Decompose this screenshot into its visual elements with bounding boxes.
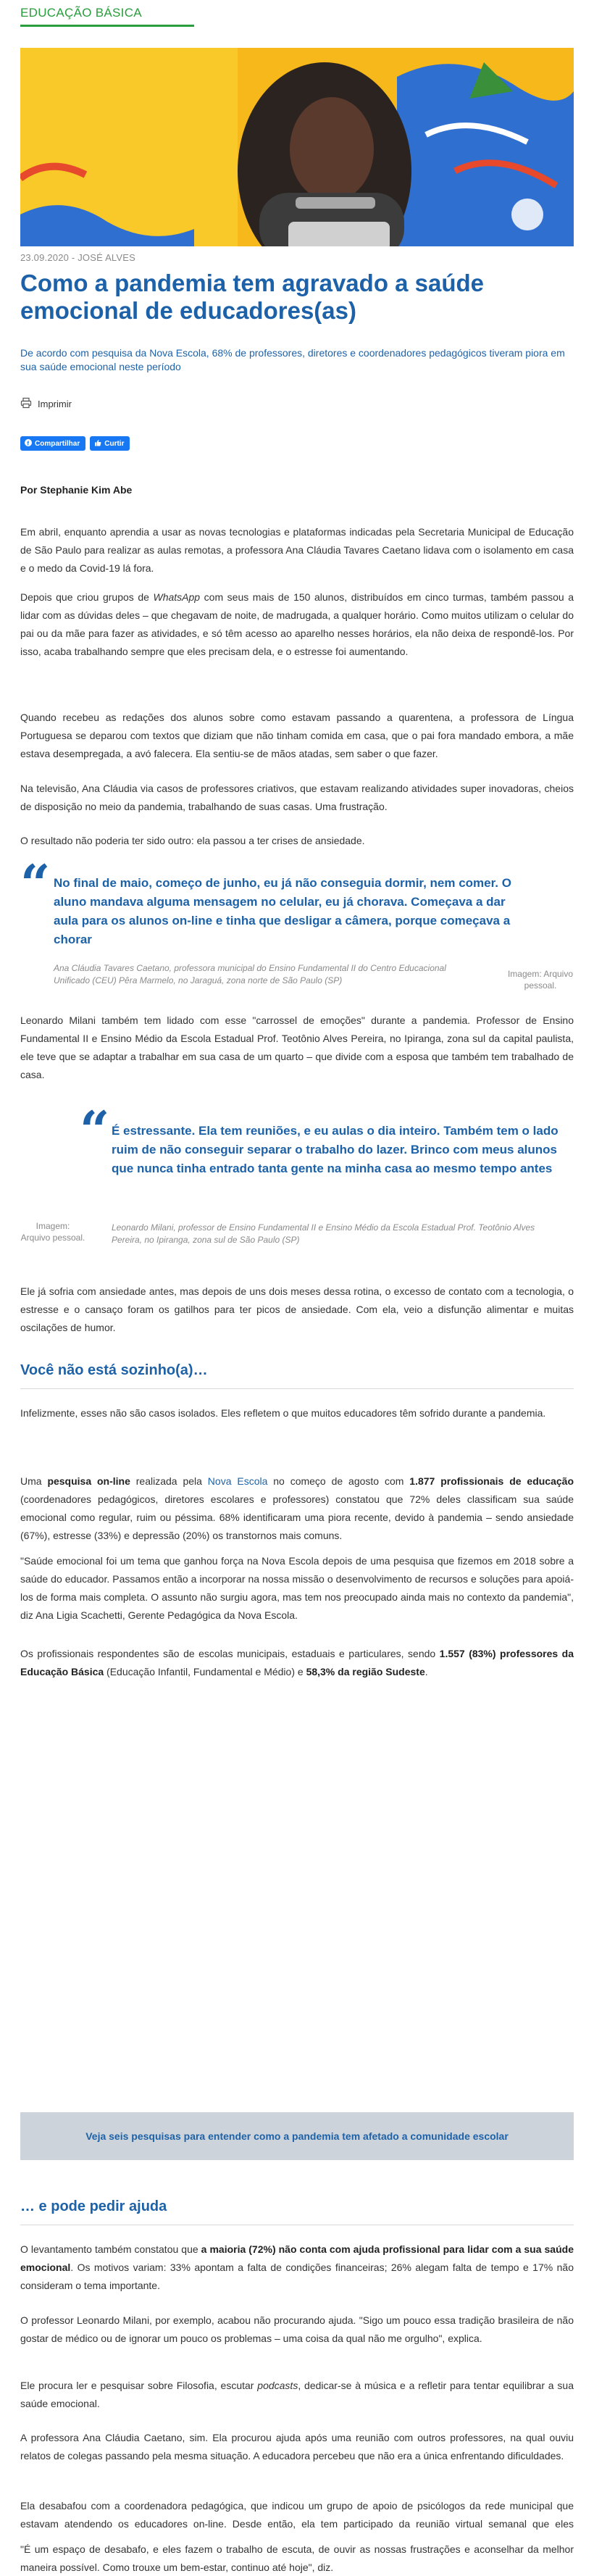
share-label: Compartilhar bbox=[35, 439, 80, 448]
social-buttons bbox=[20, 436, 130, 451]
facebook-like-button[interactable] bbox=[90, 436, 130, 451]
paragraph: Os profissionais respondentes são de escolas municipais, estaduais e particulares, sendo 1.557 (83%) professores da Educação Básica (Educação Infantil, Fundamental e Médio) e 58,3% da região Sudeste. bbox=[20, 1648, 574, 1677]
paragraph: Depois que criou grupos de WhatsApp com seus mais de 150 alunos, distribuídos em cinco turmas, também passou a lidar com as dúvidas deles – que chegavam de noite, de madrugada, a qualquer horário. Como muitos utilizam o celular do pai ou da mãe para fazer as atividades, e só têm acesso ao aparelho nesses horários, ela não deixa de respondê-los. Por isso, acaba trabalhando sempre que eles precisam dela, e o estresse foi aumentando. bbox=[20, 591, 574, 657]
article-author: Por Stephanie Kim Abe bbox=[20, 484, 133, 496]
paragraph: Na televisão, Ana Cláudia via casos de professores criativos, que estavam realizando atividades super inovadoras, cheios de disposição no meio da pandemia, trabalhando de suas casas. Uma frustração. bbox=[20, 783, 574, 812]
hero-image bbox=[20, 48, 574, 246]
thumbs-up-icon bbox=[94, 439, 101, 449]
nova-escola-link[interactable]: Nova Escola bbox=[207, 1475, 268, 1487]
divider bbox=[20, 1388, 574, 1389]
facebook-icon bbox=[25, 439, 32, 449]
paragraph: "É um espaço de desabafo, e eles fazem o trabalho de escuta, de ouvir as nossas frustrações e aconselhar da melhor maneira possível. Como trouxe um bem-estar, continuo até hoje", diz. bbox=[20, 2543, 574, 2573]
paragraph: Quando recebeu as redações dos alunos sobre como estavam passando a quarentena, a professora de Língua Portuguesa se deparou com textos que diziam que não tinham comida em casa, que o pai fora mandado embora, a mãe estava desempregada, a avó falecera. Ela sentiu-se de mãos atadas, sem saber o que fazer. bbox=[20, 712, 574, 759]
print-label: Imprimir bbox=[38, 399, 72, 409]
paragraph: Ela desabafou com a coordenadora pedagógica, que indicou um grupo de apoio de psicólogos da rede municipal que estavam atendendo os educadores on-line. Desde então, ela tem participado da reunião virtual semanal que eles bbox=[20, 2500, 574, 2530]
pull-quote: É estressante. Ela tem reuniões, e eu aulas o dia inteiro. Também tem o lado ruim de não conseguir separar o trabalho do lazer. Brinco com meus alunos que nunca tinha entrado tanta gente na minha casa ao mesmo tempo antes bbox=[112, 1124, 559, 1175]
article-meta: 23.09.2020 - JOSÉ ALVES bbox=[20, 252, 136, 263]
quote-mark-icon: “ bbox=[80, 1099, 110, 1161]
printer-icon bbox=[20, 397, 32, 411]
article-title: Como a pandemia tem agravado a saúde emocional de educadores(as) bbox=[20, 270, 485, 324]
like-label: Curtir bbox=[104, 439, 125, 448]
print-button[interactable] bbox=[20, 397, 72, 411]
image-credit: Imagem: Arquivo pessoal. bbox=[20, 1221, 85, 1243]
paragraph: O levantamento também constatou que a maioria (72%) não conta com ajuda profissional para lidar com a sua saúde emocional. Os motivos variam: 33% apontam a falta de condições financeiras; 26% alegam falta de tempo e 17% não consideram o tema importante. bbox=[20, 2243, 574, 2291]
facebook-share-button[interactable] bbox=[20, 436, 85, 451]
paragraph: Leonardo Milani também tem lidado com esse "carrossel de emoções" durante a pandemia. Professor de Ensino Fundamental II e Ensino Médio da Escola Estadual Prof. Teotônio Alves Pereira, no Ipiranga, zona sul da capital paulista, ele teve que se adaptar a trabalhar em sua casa de um quarto – que divide com a esposa que também tem trabalhado de casa. bbox=[20, 1014, 574, 1080]
section-heading: … e pode pedir ajuda bbox=[20, 2198, 167, 2214]
paragraph: Ele já sofria com ansiedade antes, mas depois de uns dois meses dessa rotina, o excesso de contato com a tecnologia, o estresse e o cansaço foram os gatilhos para ter picos de ansiedade. Com ela, veio a disfunção alimentar e muitas oscilações de humor. bbox=[20, 1285, 574, 1333]
section-label-text[interactable]: EDUCAÇÃO BÁSICA bbox=[20, 6, 142, 20]
paragraph: O resultado não poderia ter sido outro: ela passou a ter crises de ansiedade. bbox=[20, 835, 365, 846]
quote-caption: Ana Cláudia Tavares Caetano, professora municipal do Ensino Fundamental II do Centro Educacional Unificado (CEU) Pêra Marmelo, no Jaraguá, zona norte de São Paulo (SP) bbox=[54, 963, 446, 985]
paragraph: "Saúde emocional foi um tema que ganhou força na Nova Escola depois de uma pesquisa que fizemos em 2018 sobre a saúde do educador. Passamos então a incorporar na nossa missão o desenvolvimento de recursos e soluções para apoiá-los de forma mais completa. O assunto não surgiu agora, mas tem nos preocupado ainda mais no contexto da pandemia", diz Ana Ligia Scachetti, Gerente Pedagógica da Nova Escola. bbox=[20, 1555, 574, 1621]
related-research-banner[interactable]: Veja seis pesquisas para entender como a pandemia tem afetado a comunidade escolar bbox=[20, 2112, 574, 2160]
section-label[interactable] bbox=[20, 6, 194, 27]
paragraph: Infelizmente, esses não são casos isolados. Eles refletem o que muitos educadores têm sofrido durante a pandemia. bbox=[20, 1407, 546, 1419]
quote-caption: Leonardo Milani, professor de Ensino Fundamental II e Ensino Médio da Escola Estadual Prof. Teotônio Alves Pereira, no Ipiranga, zona sul de São Paulo (SP) bbox=[112, 1222, 535, 1245]
svg-text:f: f bbox=[27, 440, 30, 446]
paragraph: Em abril, enquanto aprendia a usar as novas tecnologias e plataformas indicadas pela Secretaria Municipal de Educação de São Paulo para realizar as aulas remotas, a professora Ana Cláudia Tavares Caetano lidava com o isolamento em casa e o medo da Covid-19 lá fora. bbox=[20, 526, 574, 574]
paragraph: Uma pesquisa on-line realizada pela Nova Escola no começo de agosto com 1.877 profissionais de educação (coordenadores pedagógicos, diretores escolares e professores) constatou que 72% deles classificam sua saúde emocional como regular, ruim ou péssima. 68% identificaram uma piora recente, devido à pandemia – sendo ansiedade (67%), estresse (33%) e depressão (20%) os transtornos mais comuns. bbox=[20, 1475, 574, 1541]
pull-quote: No final de maio, começo de junho, eu já não conseguia dormir, nem comer. O aluno mandava alguma mensagem no celular, eu já chorava. Começava a dar aula para os alunos on-line e tinha que desligar a câmera, porque começava a chorar bbox=[54, 876, 511, 946]
section-heading: Você não está sozinho(a)… bbox=[20, 1362, 208, 1378]
hero-illustration bbox=[20, 48, 574, 246]
paragraph: Ele procura ler e pesquisar sobre Filosofia, escutar podcasts, dedicar-se à música e a refletir para tentar equilibrar a sua saúde emocional. bbox=[20, 2380, 574, 2409]
image-credit: Imagem: Arquivo pessoal. bbox=[507, 969, 574, 991]
article-subtitle: De acordo com pesquisa da Nova Escola, 68% de professores, diretores e coordenadores pedagógicos tiveram piora em sua saúde emocional neste período bbox=[20, 347, 565, 372]
quote-mark-icon: “ bbox=[20, 853, 51, 914]
paragraph: A professora Ana Cláudia Caetano, sim. Ela procurou ajuda após uma reunião com outros professores, na qual ouviu relatos de colegas passando pela mesma situação. A educadora percebeu que não era a única enfrentando dificuldades. bbox=[20, 2432, 574, 2462]
paragraph: O professor Leonardo Milani, por exemplo, acabou não procurando ajuda. "Sigo um pouco essa tradição brasileira de não gostar de médico ou de ignorar um pouco os problemas – uma coisa da qual não me orgulho", explica. bbox=[20, 2314, 574, 2344]
